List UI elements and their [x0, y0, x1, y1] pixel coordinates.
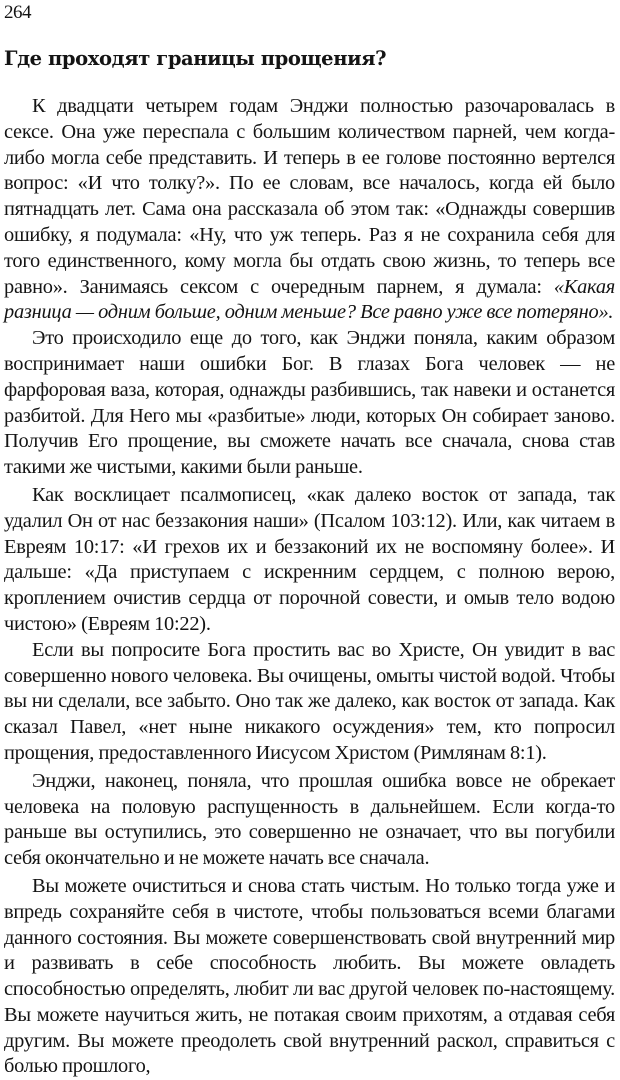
paragraph-5: Энджи, наконец, поняла, что прошлая ошибка вовсе не обрекает человека на половую распущенность в дальнейшем. Если когда-то раньше вы оступились, это совершенно не означает, что вы погубили себя окончательно и не можете начать все сначала.	[4, 769, 615, 870]
body-text	[4, 94, 615, 1080]
paragraph-1-text: К двадцати четырем годам Энджи полностью разочаровалась в сексе. Она уже переспала с большим количеством парней, чем когда-либо могла себе представить. И теперь в ее голове постоянно вертелся вопрос: «И что толку?». По ее словам, все началось, когда ей было пятнадцать лет. Сама она рассказала об этом так: «Однажды совершив ошибку, я подумала: «Ну, что уж теперь. Раз я не сохранила себя для того единственного, кому могла бы отдать свою жизнь, то теперь все равно». Занимаясь сексом с очередным парнем, я думала:	[4, 95, 615, 298]
paragraph-1-italic-quote: «Какая разница — одним больше, одним меньше? Все равно уже все потеряно».	[4, 275, 615, 324]
paragraph-4: Если вы попросите Бога простить вас во Христе, Он увидит в вас совершенно нового человека. Вы очищены, омыты чистой водой. Чтобы вы ни сделали, все забыто. Оно так же далеко, как восток от запада. Как сказал Павел, «нет ныне никакого осуждения» тем, кто попросил прощения, предоставленного Иисусом Христом (Римлянам 8:1).	[4, 638, 615, 764]
paragraph-6: Вы можете очиститься и снова стать чистым. Но только тогда уже и впредь сохраняйте себя в чистоте, чтобы пользоваться всеми благами данного состояния. Вы можете совершенствовать свой внутренний мир и развивать в себе способность любить. Вы можете овладеть способностью определять, любит ли вас другой человек по-настоящему. Вы можете научиться жить, не потакая своим прихотям, а отдавая себя другим. Вы можете преодолеть свой внутренний раскол, справиться с болью прошлого,	[4, 874, 615, 1078]
paragraph-3: Как восклицает псалмописец, «как далеко восток от запада, так удалил Он от нас беззакония наши» (Псалом 103:12). Или, как читаем в Евреям 10:17: «И грехов их и беззаконий их не воспомяну более». И дальше: «Да приступаем с искренним сердцем, с полною верою, кроплением очистив сердца от порочной совести, и омыв тело водою чистою» (Евреям 10:22).	[4, 483, 615, 635]
section-heading: Где проходят границы прощения?	[4, 47, 387, 70]
paragraph-1	[4, 94, 615, 326]
paragraph-2: Это происходило еще до того, как Энджи поняла, каким образом воспринимает наши ошибки Бог. В глазах Бога человек — не фарфоровая ваза, которая, однажды разбившись, так навеки и останется разбитой. Для Него мы «разбитые» люди, которых Он собирает заново. Получив Его прощение, вы сможете начать все сначала, снова став такими же чистыми, какими были раньше.	[4, 327, 615, 479]
page-number: 264	[4, 2, 31, 23]
